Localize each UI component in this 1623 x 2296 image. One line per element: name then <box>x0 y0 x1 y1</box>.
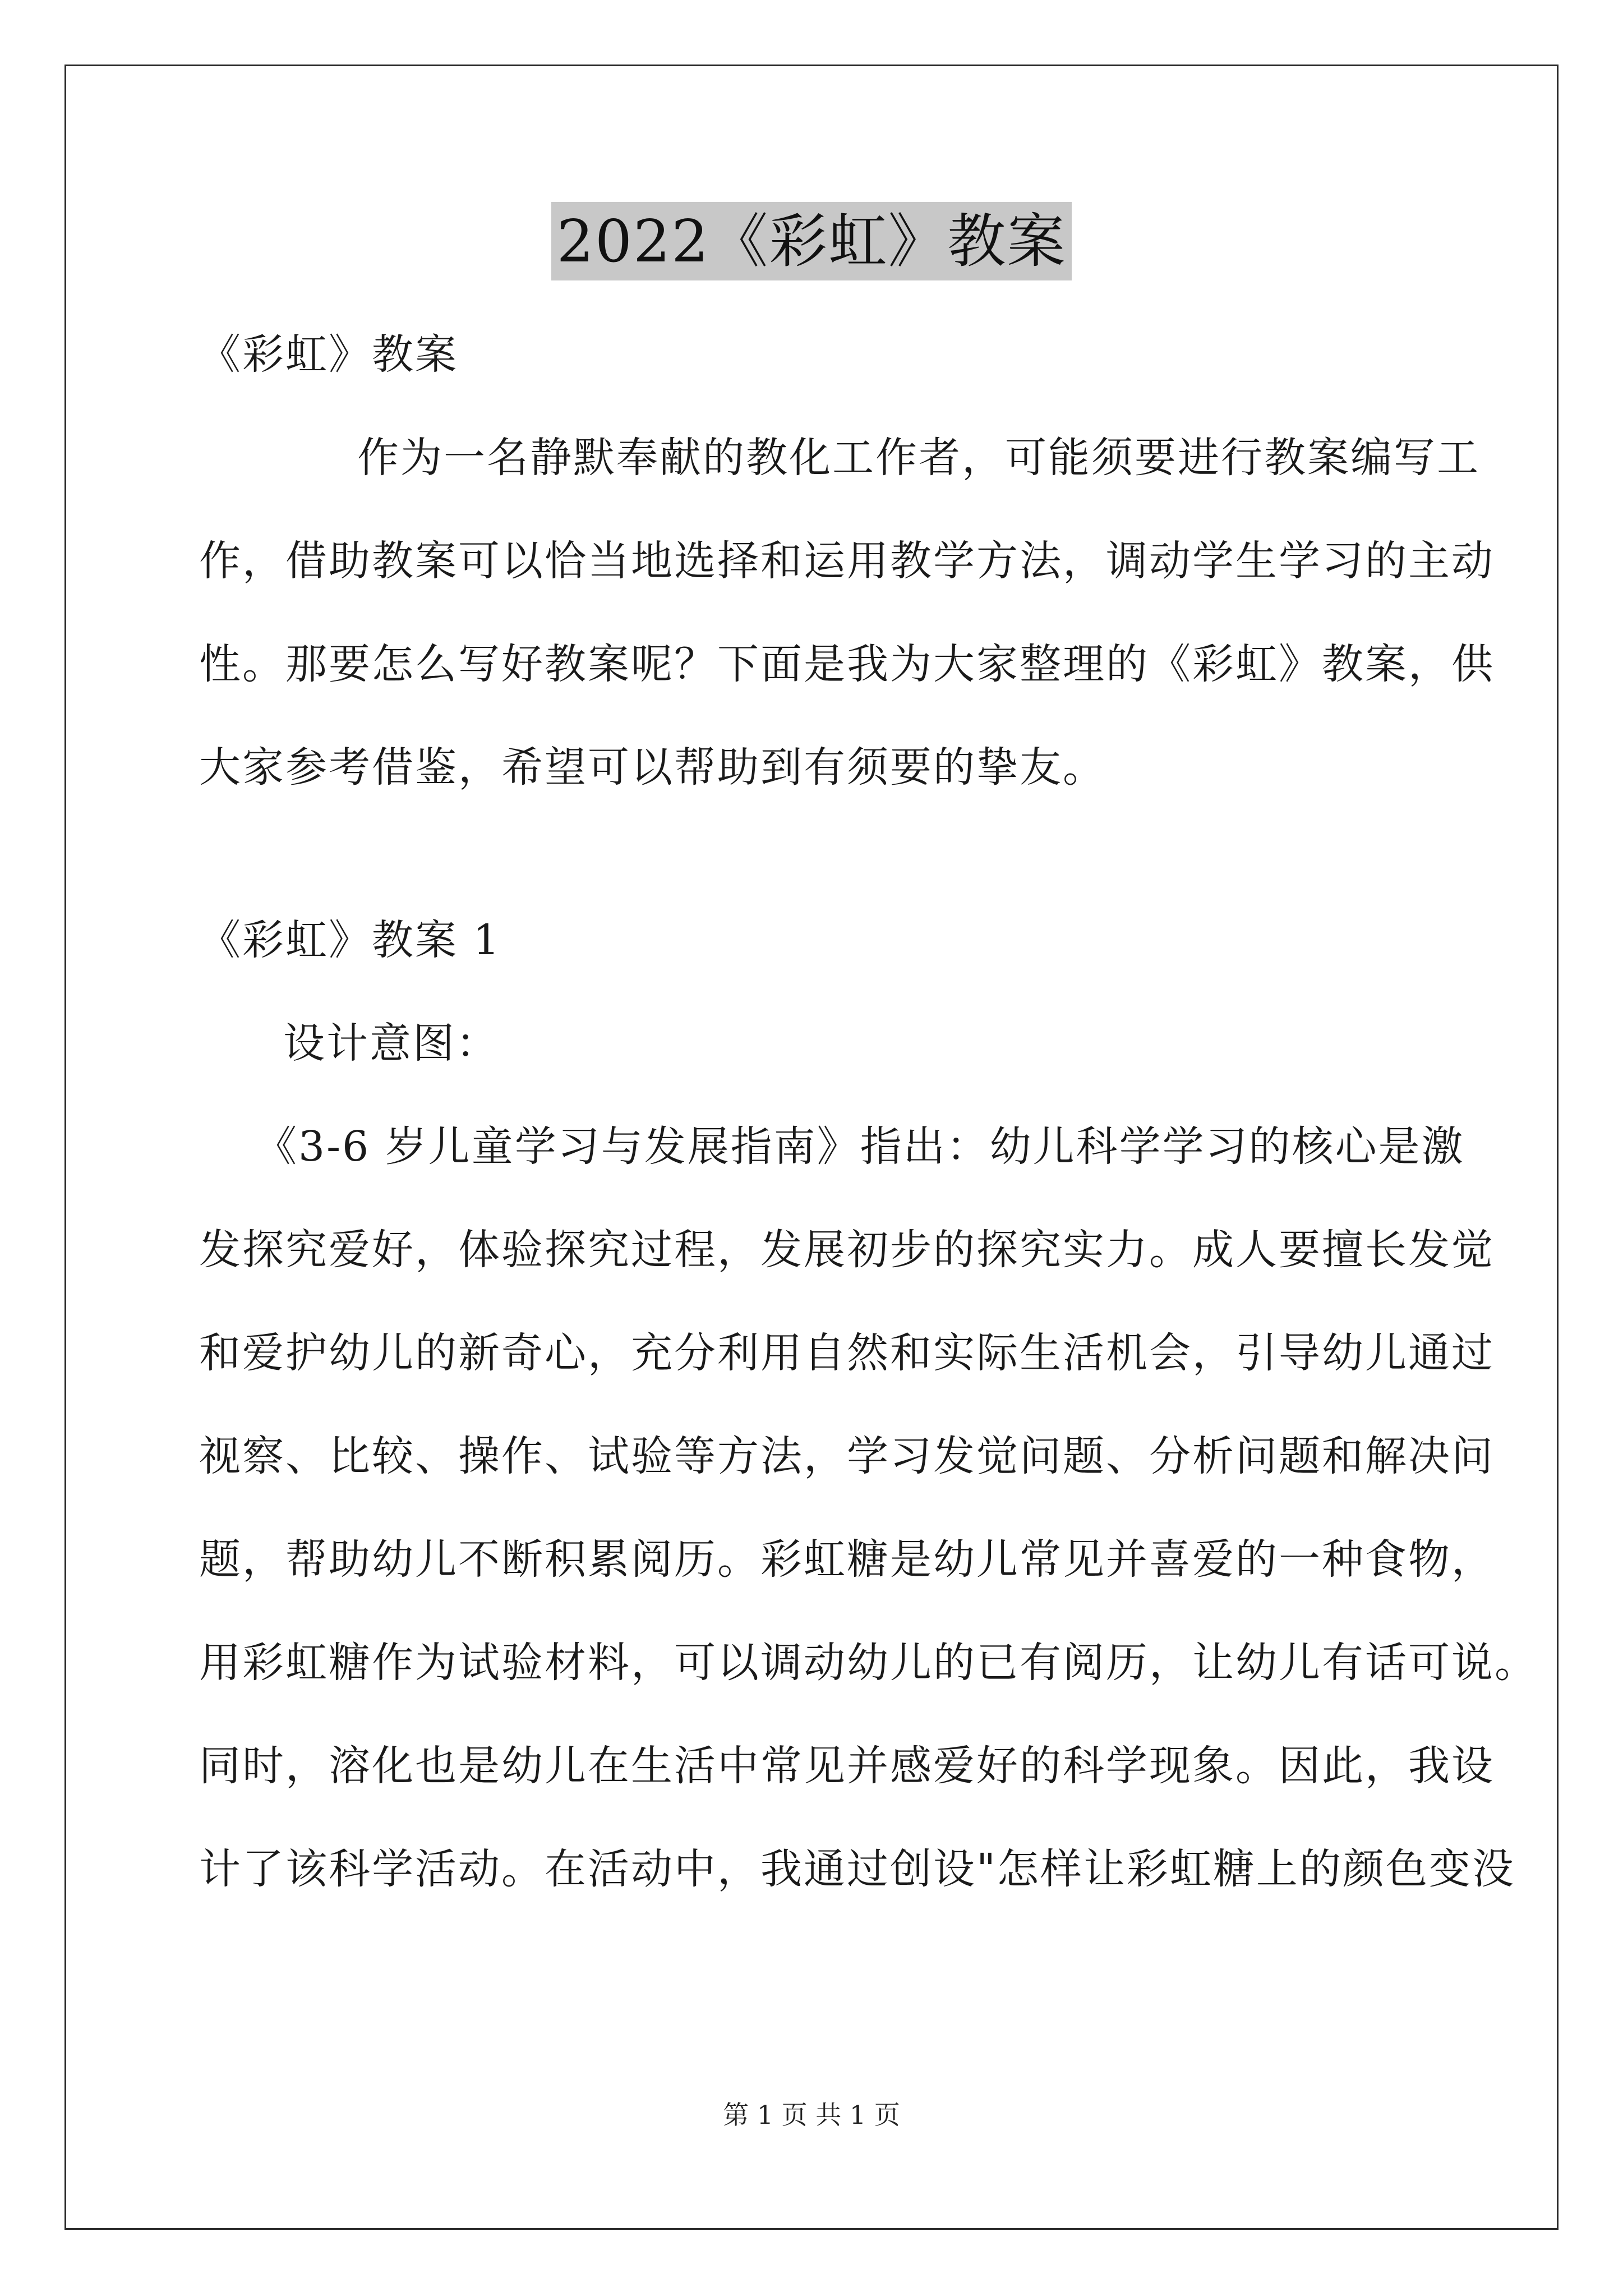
body-line: 和爱护幼儿的新奇心，充分利用自然和实际生活机会，引导幼儿通过 <box>199 1329 1495 1377</box>
body-line: 题，帮助幼儿不断积累阅历。彩虹糖是幼儿常见并喜爱的一种食物， <box>199 1535 1495 1584</box>
document-title: 2022《彩虹》教案 <box>551 202 1072 280</box>
intro-line: 作为一名静默奉献的教化工作者，可能须要进行教案编写工 <box>357 434 1480 482</box>
body-line: 发探究爱好，体验探究过程，发展初步的探究实力。成人要擅长发觉 <box>199 1226 1495 1274</box>
section-heading: 《彩虹》教案 1 <box>199 916 501 964</box>
body-line: 用彩虹糖作为试验材料，可以调动幼儿的已有阅历，让幼儿有话可说。 <box>199 1639 1538 1687</box>
subtitle: 《彩虹》教案 <box>199 330 458 379</box>
body-line: 视察、比较、操作、试验等方法，学习发觉问题、分析问题和解决问 <box>199 1432 1495 1480</box>
design-label: 设计意图： <box>283 1019 499 1068</box>
body-line: 《3-6 岁儿童学习与发展指南》指出：幼儿科学学习的核心是激 <box>255 1122 1465 1171</box>
title-container <box>0 202 1623 280</box>
page-footer: 第 1 页 共 1 页 <box>723 2100 900 2130</box>
document-body <box>199 303 1538 1921</box>
intro-line: 作，借助教案可以恰当地选择和运用教学方法，调动学生学习的主动 <box>199 537 1495 585</box>
paragraph-gap <box>199 819 1433 889</box>
intro-line: 性。那要怎么写好教案呢？下面是我为大家整理的《彩虹》教案，供 <box>199 640 1495 688</box>
body-line: 同时，溶化也是幼儿在生活中常见并感爱好的科学现象。因此，我设 <box>199 1742 1495 1790</box>
body-line: 计了该科学活动。在活动中，我通过创设"怎样让彩虹糖上的颜色变没 <box>199 1845 1516 1893</box>
intro-line: 大家参考借鉴，希望可以帮助到有须要的挚友。 <box>199 743 1106 792</box>
